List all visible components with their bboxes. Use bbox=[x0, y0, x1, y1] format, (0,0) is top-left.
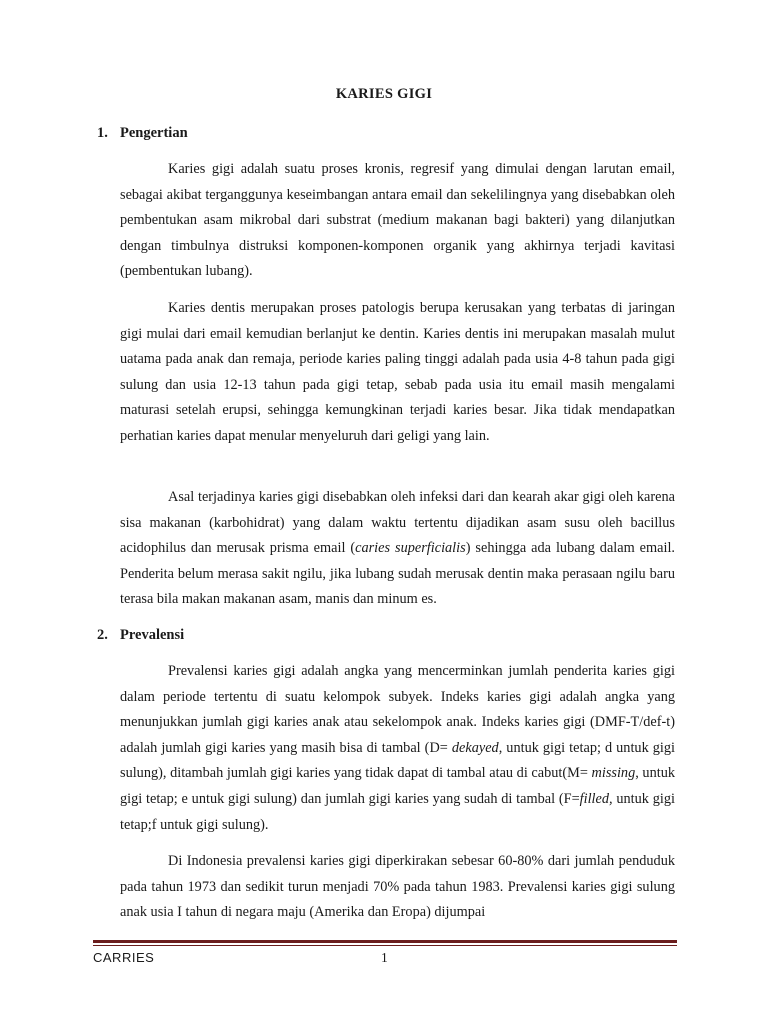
section-number: 1. bbox=[97, 125, 108, 141]
italic-term: missing bbox=[591, 765, 636, 782]
italic-term: filled, bbox=[579, 790, 613, 807]
section-heading-pengertian bbox=[97, 125, 188, 142]
italic-term: dekayed bbox=[451, 739, 499, 756]
paragraph-text: Prevalensi karies gigi adalah angka yang mencerminkan jumlah penderita karies gigi dalam periode tertentu di suatu kelompok subyek. Indeks karies gigi adalah angka yang menunjukkan jumlah gigi karies anak atau sekelompok anak. Indeks karies gigi (DMF-T/def-t) adalah jumlah gigi karies yang masih bisa di tambal (D= bbox=[120, 663, 675, 756]
section-heading-text: Pengertian bbox=[120, 125, 188, 141]
document-title: KARIES GIGI bbox=[335, 86, 433, 102]
paragraph-pengertian-3 bbox=[120, 485, 675, 613]
paragraph-text: Asal terjadinya karies gigi disebabkan oleh infeksi dari dan kearah akar gigi oleh karena sisa makanan (karbohidrat) yang dalam waktu tertentu dijadikan asam susu oleh bacillus acidophilus dan merusak prisma email ( bbox=[120, 489, 675, 557]
section-heading-prevalensi bbox=[97, 627, 184, 644]
italic-term: caries superficialis bbox=[355, 540, 466, 557]
footer-rule-thin bbox=[93, 945, 677, 946]
section-number: 2. bbox=[97, 627, 108, 643]
paragraph-text: , untuk gigi tetap; e untuk gigi sulung) dan jumlah gigi karies yang sudah di tambal (F= bbox=[120, 765, 675, 807]
paragraph-prevalensi-2: Di Indonesia prevalensi karies gigi diperkirakan sebesar 60-80% dari jumlah penduduk pada tahun 1973 dan sedikit turun menjadi 70% pada tahun 1983. Prevalensi karies gigi sulung anak usia I tahun di negara maju (Amerika dan Eropa) dijumpai bbox=[120, 853, 675, 921]
paragraph-text: untuk gigi tetap;f untuk gigi sulung). bbox=[120, 790, 675, 833]
paragraph-pengertian-2: Karies dentis merupakan proses patologis berupa kerusakan yang terbatas di jaringan gigi mulai dari email kemudian berlanjut ke dentin. Karies dentis ini merupakan masalah mulut uatama pada anak dan remaja, periode karies paling tinggi adalah pada usia 4-8 tahun pada gigi sulung dan usia 12-13 tahun pada gigi tetap, sebab pada usia itu email masih mengalami maturasi setelah erupsi, sehingga kemungkinan terjadi karies besar. Jika tidak mendapatkan perhatian karies dapat menular menyeluruh dari geligi yang lain. bbox=[120, 300, 675, 444]
paragraph-pengertian-1: Karies gigi adalah suatu proses kronis, regresif yang dimulai dengan larutan email, sebagai akibat terganggunya keseimbangan antara email dan sekelilingnya yang disebabkan oleh pembentukan asam mikrobal dari substrat (medium makanan bagi bakteri) yang dilanjutkan dengan timbulnya distruksi komponen-komponen organik yang akhirnya terjadi kavitasi (pembentukan lubang). bbox=[120, 161, 675, 280]
footer-label: CARRIES bbox=[93, 950, 155, 965]
paragraph-text: ) sehingga ada lubang dalam email. Penderita belum merasa sakit ngilu, jika lubang sudah merusak dentin maka perasaan ngilu baru terasa bila makan makanan asam, manis dan minum es. bbox=[120, 540, 676, 608]
section-heading-text: Prevalensi bbox=[120, 627, 185, 643]
page-number: 1 bbox=[381, 950, 388, 965]
paragraph-text: , untuk gigi tetap; d untuk gigi sulung), ditambah jumlah gigi karies yang tidak dapat di tambal atau di cabut(M= bbox=[120, 739, 675, 782]
footer-rule-thick bbox=[93, 940, 677, 943]
paragraph-prevalensi-1 bbox=[120, 659, 675, 838]
